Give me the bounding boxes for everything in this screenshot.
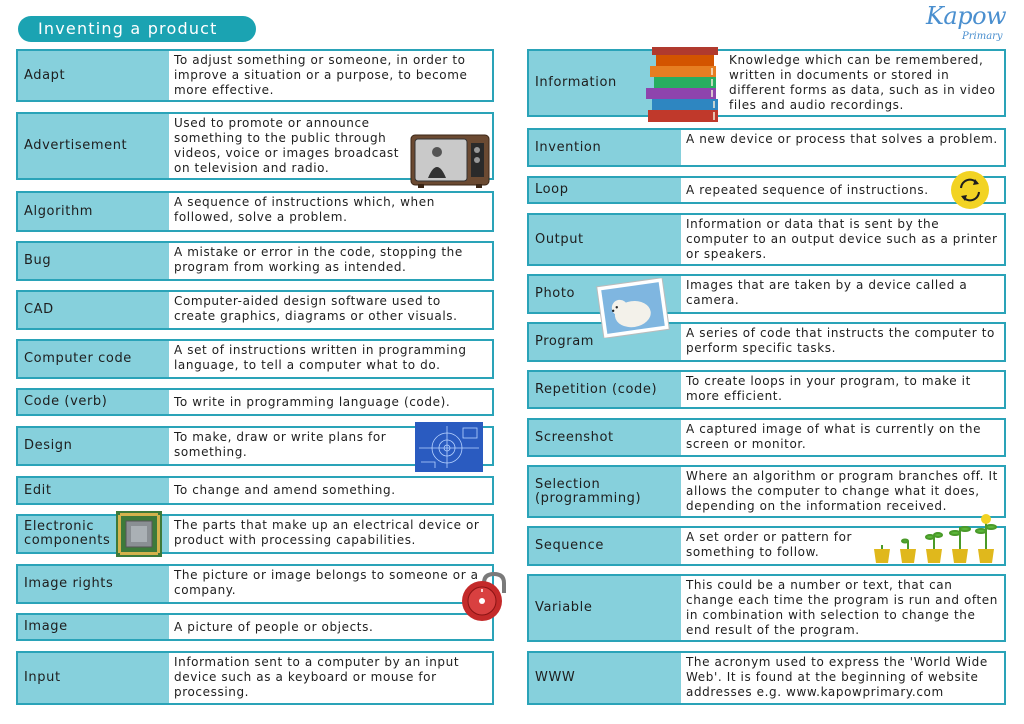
glossary-definition: A picture of people or objects.: [174, 620, 374, 634]
glossary-row-computer-code: [16, 339, 494, 379]
logo-main-text: Kapow: [926, 2, 1007, 30]
books-icon: [644, 44, 724, 124]
glossary-definition: A set of instructions written in programming language, to tell a computer what to do.: [174, 343, 467, 372]
glossary-definition: A set order or pattern for something to follow.: [686, 530, 853, 559]
glossary-row-image: [16, 613, 494, 641]
glossary-row-algorithm: [16, 191, 494, 232]
glossary-term: Loop: [529, 178, 681, 202]
glossary-definition: Information or data that is sent by the computer to an output device such as a printer or speakers.: [686, 217, 998, 261]
loop-arrows-icon: [950, 170, 990, 210]
blueprint-icon: [415, 422, 483, 472]
glossary-term: Information: [529, 51, 681, 115]
television-icon: [410, 134, 490, 188]
glossary-definition: A repeated sequence of instructions.: [686, 183, 929, 197]
microchip-icon: [116, 511, 162, 557]
glossary-row-information: [527, 49, 1006, 117]
kapow-logo: [926, 2, 1014, 48]
glossary-term: Bug: [18, 243, 169, 279]
glossary-term: Selection (programming): [529, 467, 681, 516]
glossary-definition: To write in programming language (code).: [174, 395, 451, 409]
glossary-row-image-rights: [16, 564, 494, 604]
glossary-term: Edit: [18, 478, 169, 503]
glossary-term: Image rights: [18, 566, 169, 602]
glossary-definition: Information sent to a computer by an input device such as a keyboard or mouse for processing.: [174, 655, 460, 699]
plant-pots-icon: [870, 513, 1000, 565]
glossary-row-input: [16, 651, 494, 705]
glossary-row-loop: [527, 176, 1006, 204]
glossary-definition: A captured image of what is currently on the screen or monitor.: [686, 422, 982, 451]
glossary-row-repetition: [527, 370, 1006, 409]
glossary-definition: Knowledge which can be remembered, written in documents or stored in different forms as data, such as in video files and audio recordings.: [729, 53, 996, 112]
glossary-term: Algorithm: [18, 193, 169, 230]
glossary-term: Code (verb): [18, 390, 169, 414]
glossary-definition: A series of code that instructs the computer to perform specific tasks.: [686, 326, 995, 355]
glossary-row-adapt: [16, 49, 494, 102]
glossary-definition: A new device or process that solves a problem.: [686, 132, 998, 146]
logo-sub-text: Primary: [962, 31, 1003, 42]
glossary-row-screenshot: [527, 418, 1006, 457]
glossary-row-code-verb: [16, 388, 494, 416]
glossary-row-edit: [16, 476, 494, 505]
glossary-definition: A mistake or error in the code, stopping the program from working as intended.: [174, 245, 463, 274]
glossary-definition: The acronym used to express the 'World Wide Web'. It is found at the beginning of website addresses e.g. www.kapowprimary.com: [686, 655, 988, 699]
glossary-term: Advertisement: [18, 114, 169, 178]
glossary-definition: This could be a number or text, that can change each time the program is run and often in combination with selection to change the end result of the program.: [686, 578, 998, 637]
glossary-definition: To make, draw or write plans for something.: [174, 430, 387, 459]
glossary-row-output: [527, 213, 1006, 266]
glossary-term: Computer code: [18, 341, 169, 377]
glossary-definition: To change and amend something.: [174, 483, 396, 497]
glossary-term: Repetition (code): [529, 372, 681, 407]
glossary-term: Adapt: [18, 51, 169, 100]
glossary-row-cad: [16, 290, 494, 330]
glossary-term: Output: [529, 215, 681, 264]
glossary-definition: The picture or image belongs to someone or a company.: [174, 568, 479, 597]
glossary-term: Invention: [529, 130, 681, 165]
glossary-row-electronic-components: [16, 514, 494, 554]
page-title: Inventing a product: [18, 16, 256, 42]
glossary-row-variable: [527, 574, 1006, 642]
glossary-definition: A sequence of instructions which, when followed, solve a problem.: [174, 195, 435, 224]
glossary-row-www: [527, 651, 1006, 705]
glossary-term: CAD: [18, 292, 169, 328]
glossary-definition: Where an algorithm or program branches off. It allows the computer to change what it does, depending on the information received.: [686, 469, 998, 513]
glossary-definition: Computer-aided design software used to create graphics, diagrams or other visuals.: [174, 294, 458, 323]
glossary-term: Photo: [529, 276, 681, 312]
photo-icon: [596, 278, 670, 338]
glossary-term: Screenshot: [529, 420, 681, 455]
glossary-term: WWW: [529, 653, 681, 703]
glossary-row-invention: [527, 128, 1006, 167]
glossary-term: Design: [18, 428, 169, 464]
glossary-term: Image: [18, 615, 169, 639]
glossary-definition: To create loops in your program, to make it more efficient.: [686, 374, 971, 403]
padlock-icon: [458, 571, 514, 623]
glossary-definition: The parts that make up an electrical device or product with processing capabilities.: [174, 518, 480, 547]
glossary-row-bug: [16, 241, 494, 281]
glossary-term: Sequence: [529, 528, 681, 564]
glossary-term: Variable: [529, 576, 681, 640]
glossary-term: Input: [18, 653, 169, 703]
glossary-row-selection: [527, 465, 1006, 518]
glossary-definition: Images that are taken by a device called a camera.: [686, 278, 968, 307]
glossary-definition: To adjust something or someone, in order to improve a situation or a purpose, to become more effective.: [174, 53, 468, 97]
glossary-term: Electronic components: [18, 516, 169, 552]
glossary-term: Program: [529, 324, 681, 360]
glossary-definition: Used to promote or announce something to the public through videos, voice or images broadcast on television and radio.: [174, 116, 400, 175]
